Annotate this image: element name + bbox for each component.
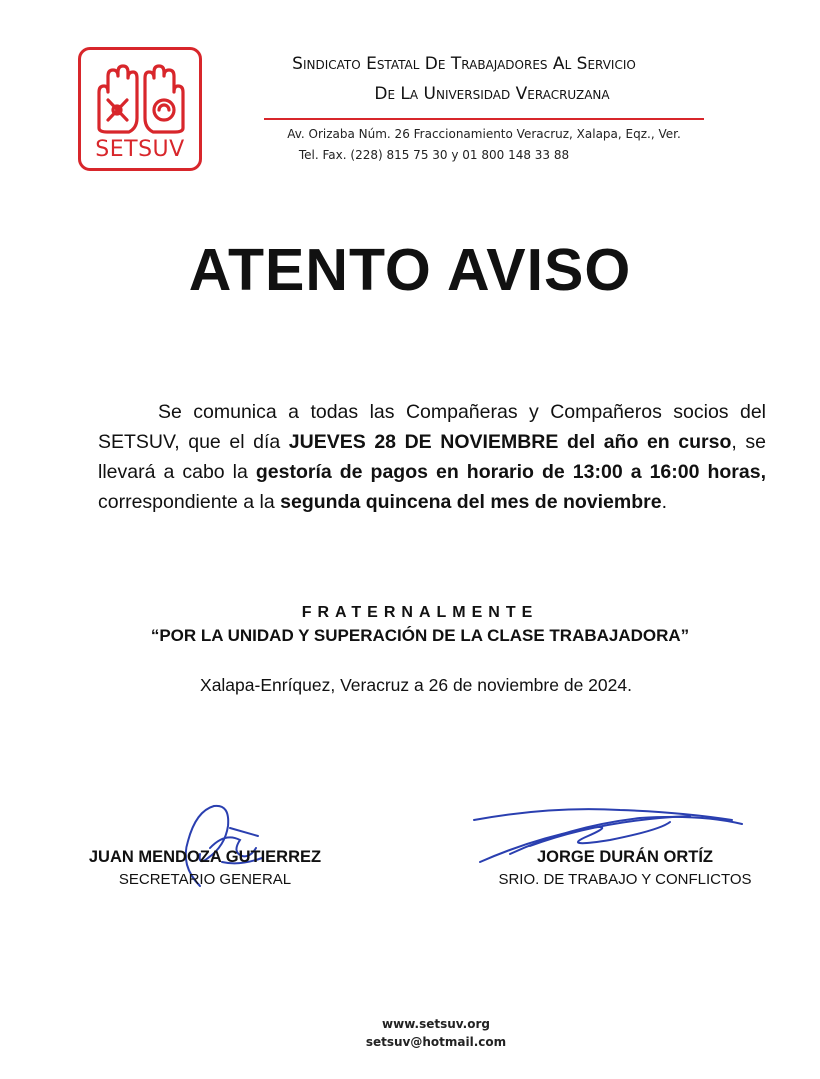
footer-email[interactable]: setsuv@hotmail.com — [365, 1035, 507, 1049]
signatory-name: JUAN MENDOZA GUTIERREZ — [88, 848, 322, 866]
signature-block-left — [60, 848, 350, 888]
header-divider — [264, 118, 704, 120]
notice-body — [98, 397, 766, 517]
notice-title: ATENTO AVISO — [188, 237, 632, 303]
signatory-name: JORGE DURÁN ORTÍZ — [536, 848, 713, 866]
body-text-1: Se comunica a todas las Compañeras y Compañeros socios del SETSUV, que el día — [98, 401, 766, 453]
body-date: JUEVES 28 DE NOVIEMBRE del año en curso — [288, 431, 732, 453]
logo-text: SETSUV — [95, 137, 185, 162]
place-and-date: Xalapa-Enríquez, Veracruz a 26 de noviembre de 2024. — [200, 675, 632, 695]
address-line: Av. Orizaba Núm. 26 Fraccionamiento Veracruz, Xalapa, Eqz., Ver. — [287, 127, 681, 141]
body-text-4: . — [661, 491, 667, 513]
organization-name-line2: De La Universidad Veracruzana — [374, 84, 610, 104]
phone-line: Tel. Fax. (228) 815 75 30 y 01 800 148 33 88 — [298, 148, 570, 162]
footer-website[interactable]: www.setsuv.org — [382, 1017, 490, 1031]
union-motto: “POR LA UNIDAD Y SUPERACIÓN DE LA CLASE TRABAJADORA” — [150, 626, 690, 645]
body-text-3: correspondiente a la — [98, 491, 281, 513]
signatory-title: SRIO. DE TRABAJO Y CONFLICTOS — [498, 871, 752, 888]
closing-salutation: FRATERNALMENTE — [301, 604, 539, 621]
signatory-title: SECRETARIO GENERAL — [118, 871, 292, 888]
signature-block-right — [460, 848, 790, 888]
body-text-2: , se llevará a cabo la — [98, 431, 767, 483]
organization-name-line1: Sindicato Estatal De Trabajadores Al Servicio — [292, 54, 636, 74]
body-period: segunda quincena del mes de noviembre — [280, 491, 662, 513]
body-schedule: gestoría de pagos en horario de 13:00 a 16:00 horas, — [255, 461, 766, 483]
hands-logo-icon — [91, 58, 191, 138]
